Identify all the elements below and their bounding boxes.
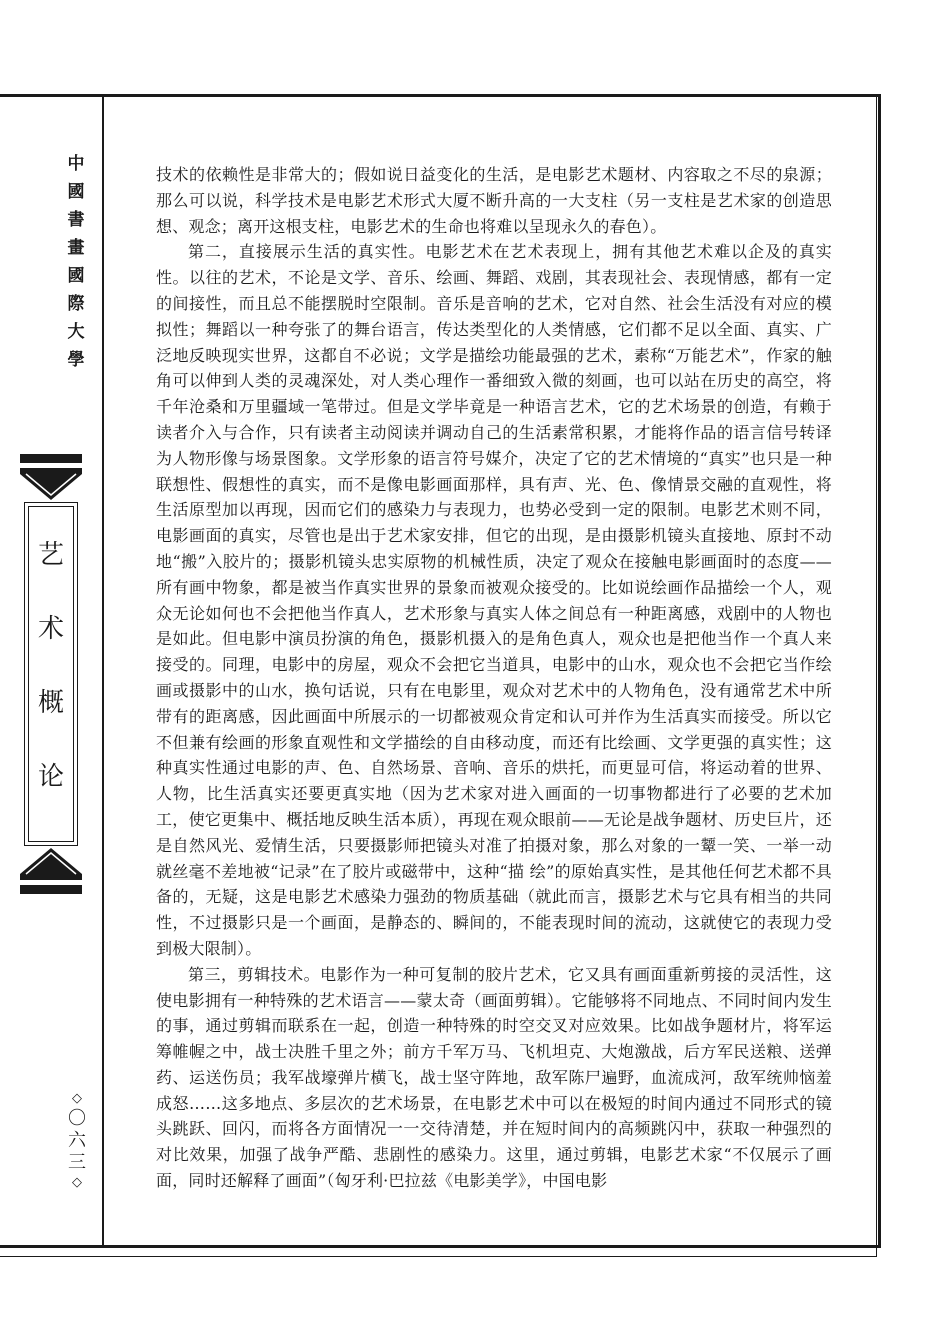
university-char: 國 [67,182,85,202]
bottom-bar [20,885,82,894]
book-title-char: 艺 [37,540,64,570]
paragraph: 技术的依赖性是非常大的；假如说日益变化的生活，是电影艺术题材、内容取之不尽的泉源；那么可以说，科学技术是电影艺术形式大厦不断升高的一大支柱（另一支柱是艺术家的创造思想、观念；离开这根支柱，电影艺术的生命也将难以呈现永久的春色）。 [156,165,832,236]
book-title-char: 概 [37,688,64,718]
university-char: 書 [67,210,85,230]
book-title-char: 论 [37,762,64,792]
page-number-digit: 六 [68,1130,86,1151]
book-title [20,518,82,814]
page-number [64,1090,90,1192]
university-char: 學 [67,350,85,370]
page-number-digit: 〇 [68,1108,86,1129]
bottom-ornament [20,846,82,880]
column-divider [102,94,104,1248]
paragraph: 第二，直接展示生活的真实性。电影艺术在艺术表现上，拥有其他艺术难以企及的真实性。以往的艺术，不论是文学、音乐、绘画、舞蹈、戏剧，其表现社会、表现情感，都有一定的间接性，而且总不能摆脱时空限制。音乐是音响的艺术，它对自然、社会生活没有对应的模拟性；舞蹈以一种夸张了的舞台语言，传达类型化的人类情感，它们都不足以全面、真实、广泛地反映现实世界，这都自不必说；文学是描绘功能最强的艺术，素称“万能艺术”，作家的触角可以伸到人类的灵魂深处，对人类心理作一番细致入微的刻画，也可以站在历史的高空，将千年沧桑和万里疆域一笔带过。但是文学毕竟是一种语言艺术，它的艺术场景的创造，有赖于读者介入与合作，只有读者主动阅读并调动自己的生活素常积累，才能将作品的语言信号转译为人物形像与场景图象。文学形象的语言符号媒介，决定了它的艺术情境的“真实”也只是一种联想性、假想性的真实，而不是像电影画面那样，具有声、光、色、像情景交融的直观性，将生活原型加以再现，因而它们的感染力与表现力，也势必受到一定的限制。电影艺术则不同，电影画面的真实，尽管也是出于艺术家安排，但它的出现，是由摄影机镜头直接地、原封不动地“搬”入胶片的；摄影机镜头忠实原物的机械性质，决定了观众在接触电影画面时的态度——所有画中物象，都是被当作真实世界的景象而被观众接受的。比如说绘画作品描绘一个人，观众无论如何也不会把他当作真人，艺术形象与真实人体之间总有一种距离感，戏剧中的人物也是如此。但电影中演员扮演的角色，摄影机摄入的是角色真人，观众也是把他当作一个真人来接受的。同理，电影中的房屋，观众不会把它当道具，电影中的山水，观众也不会把它当作绘画或摄影中的山水，换句话说，只有在电影里，观众对艺术中的人物角色，没有通常艺术中所带有的距离感，因此画面中所展示的一切都被观众肯定和认可并作为生活真实而接受。所以它不但兼有绘画的形象直观性和文学描绘的自由移动度，而还有比绘画、文学更强的真实性；这种真实性通过电影的声、色、自然场景、音响、音乐的烘托，而更显可信，将运动着的世界、人物，比生活真实还要更真实地（因为艺术家对进入画面的一切事物都进行了必要的艺术加工，使它更集中、概括地反映生活本质），再现在观众眼前——无论是战争题材、历史巨片，还是自然风光、爱情生活，只要摄影师把镜头对准了拍摄对象，那么对象的一颦一笑、一举一动就丝毫不差地被“记录”在了胶片或磁带中，这种“描 绘”的原始真实性，是其他任何艺术都不具备的，无疑，这是电影艺术感染力强劲的物质基础（就此而言，摄影艺术与它具有相当的共同性，不过摄影只是一个画面，是静态的、瞬间的，不能表现时间的流动，这就使它的表现力受到极大限制）。 [156,242,832,958]
university-char: 畫 [67,238,85,258]
diamond-icon: ◇ [72,1175,82,1190]
university-char: 大 [67,322,85,342]
university-name [62,150,90,374]
body-text [156,162,832,1194]
book-title-cartouche [20,454,82,894]
university-char: 際 [67,294,85,314]
paragraph: 第三，剪辑技术。电影作为一种可复制的胶片艺术，它又具有画面重新剪接的灵活性，这使电影拥有一种特殊的艺术语言——蒙太奇（画面剪辑）。它能够将不同地点、不同时间内发生的事，通过剪辑而联系在一起，创造一种特殊的时空交叉对应效果。比如战争题材片，将军运筹帷幄之中，战士决胜千里之外；前方千军万马、飞机坦克、大炮激战，后方军民送粮、送弹药、运送伤员；我军战壕弹片横飞，战士坚守阵地，敌军陈尸遍野，血流成河，敌军统帅恼羞成怒……这多地点、多层次的艺术场景，在电影艺术中可以在极短的时间内通过不同形式的镜头跳跃、回闪，而将各方面情况一一交待清楚，并在短时间内的高频跳闪中，获取一种强烈的对比效果，加强了战争严酷、悲剧性的感染力。这里，通过剪辑，电影艺术家“不仅展示了画面，同时还解释了画面”（匈牙利·巴拉兹《电影美学》，中国电影 [156,964,832,1191]
top-bar [20,454,82,463]
page-number-digit: 三 [68,1152,86,1173]
top-ornament [20,468,82,502]
diamond-icon: ◇ [72,1091,82,1106]
university-char: 中 [67,154,85,174]
book-title-char: 术 [37,614,64,644]
sidebar [0,94,102,1248]
university-char: 國 [67,266,85,286]
